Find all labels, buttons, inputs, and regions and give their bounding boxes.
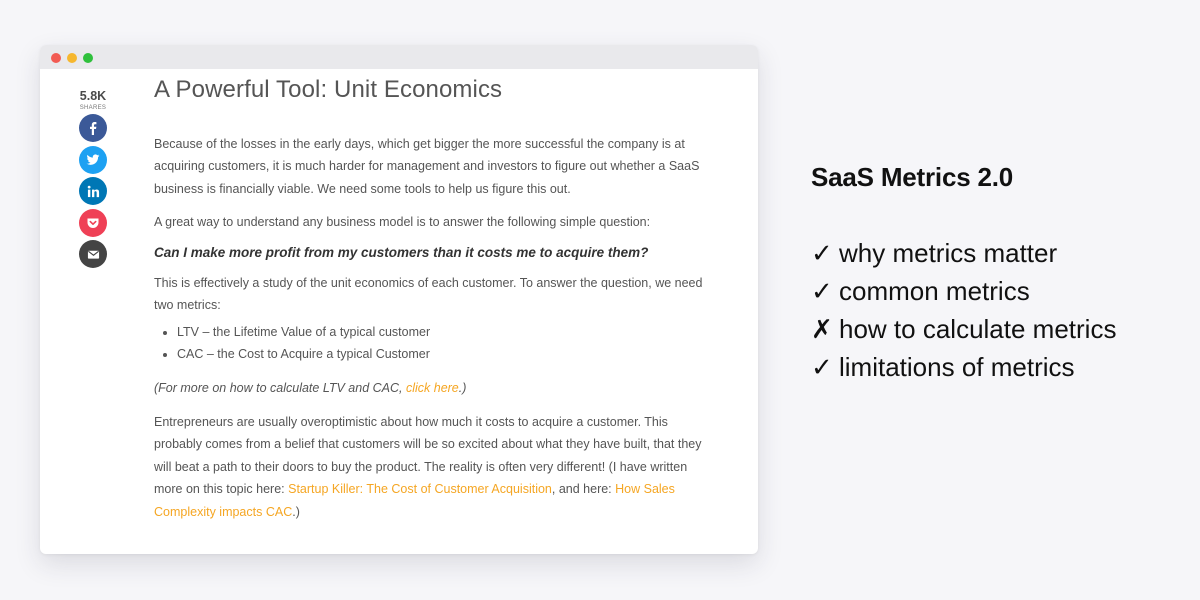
key-question: Can I make more profit from my customers than it costs me to acquire them? xyxy=(154,244,649,260)
paragraph-more-info xyxy=(154,377,714,399)
cross-icon: ✗ xyxy=(811,314,833,344)
topic-label: limitations of metrics xyxy=(839,352,1075,382)
checkmark-icon: ✓ xyxy=(811,276,833,306)
more-info-text: (For more on how to calculate LTV and CAC, xyxy=(154,380,406,395)
share-count: 5.8K xyxy=(79,89,107,103)
paragraph-question-intro: A great way to understand any business model is to answer the following simple question: xyxy=(154,215,651,230)
paragraph-cac xyxy=(154,411,714,523)
twitter-icon xyxy=(86,153,100,167)
facebook-share-button[interactable] xyxy=(79,114,107,142)
paragraph-intro: Because of the losses in the early days, which get bigger the more successful the company is at acquiring customers, it is much harder for management and investors to figure out whether a SaaS business is financially viable. We need some tools to help us figure this out. xyxy=(154,137,700,196)
linkedin-share-button[interactable] xyxy=(79,177,107,205)
article xyxy=(154,75,714,523)
sales-complexity-link[interactable]: How Sales Complexity impacts CAC xyxy=(154,482,675,519)
share-bar xyxy=(78,89,108,272)
list-item: • CAC – the Cost to Acquire a typical Customer xyxy=(177,343,714,365)
topic-item xyxy=(811,272,1116,310)
pocket-icon xyxy=(86,216,100,230)
course-outline xyxy=(811,160,1116,386)
browser-window xyxy=(40,45,758,554)
email-icon xyxy=(87,248,100,261)
topic-label: why metrics matter xyxy=(839,238,1058,268)
cac-text-end: .) xyxy=(292,504,300,519)
linkedin-icon xyxy=(87,185,100,198)
checkmark-icon: ✓ xyxy=(811,352,833,382)
cac-text: Entrepreneurs are usually overoptimistic about how much it costs to acquire a customer. This probably comes from a belief that customers will be so excited about what they have built, that they will beat a path to their doors to buy the product. The reality is often very different! (I have written more on this topic here: xyxy=(154,415,702,497)
cac-text-mid: , and here: xyxy=(551,482,616,497)
minimize-window-button[interactable] xyxy=(67,53,77,63)
topic-item xyxy=(811,234,1116,272)
close-window-button[interactable] xyxy=(51,53,61,63)
startup-killer-link[interactable]: Startup Killer: The Cost of Customer Acquisition xyxy=(288,482,552,497)
topic-item xyxy=(811,348,1116,386)
topic-list xyxy=(811,234,1116,386)
checkmark-icon: ✓ xyxy=(811,238,833,268)
topic-label: how to calculate metrics xyxy=(839,314,1117,344)
click-here-link[interactable]: click here xyxy=(405,380,459,395)
facebook-icon xyxy=(86,121,100,135)
twitter-share-button[interactable] xyxy=(79,146,107,174)
article-title: A Powerful Tool: Unit Economics xyxy=(154,76,503,103)
metrics-list xyxy=(154,321,714,366)
more-info-end: .) xyxy=(458,380,467,395)
pocket-share-button[interactable] xyxy=(79,209,107,237)
share-label: SHARES xyxy=(79,105,107,111)
paragraph-metrics-intro: This is effectively a study of the unit economics of each customer. To answer the question, we need two metrics: xyxy=(154,276,703,313)
topic-label: common metrics xyxy=(839,276,1030,306)
email-share-button[interactable] xyxy=(79,240,107,268)
topic-item xyxy=(811,310,1116,348)
maximize-window-button[interactable] xyxy=(83,53,93,63)
course-title: SaaS Metrics 2.0 xyxy=(811,162,1014,192)
list-item: • LTV – the Lifetime Value of a typical customer xyxy=(177,321,714,343)
window-titlebar xyxy=(40,45,758,69)
